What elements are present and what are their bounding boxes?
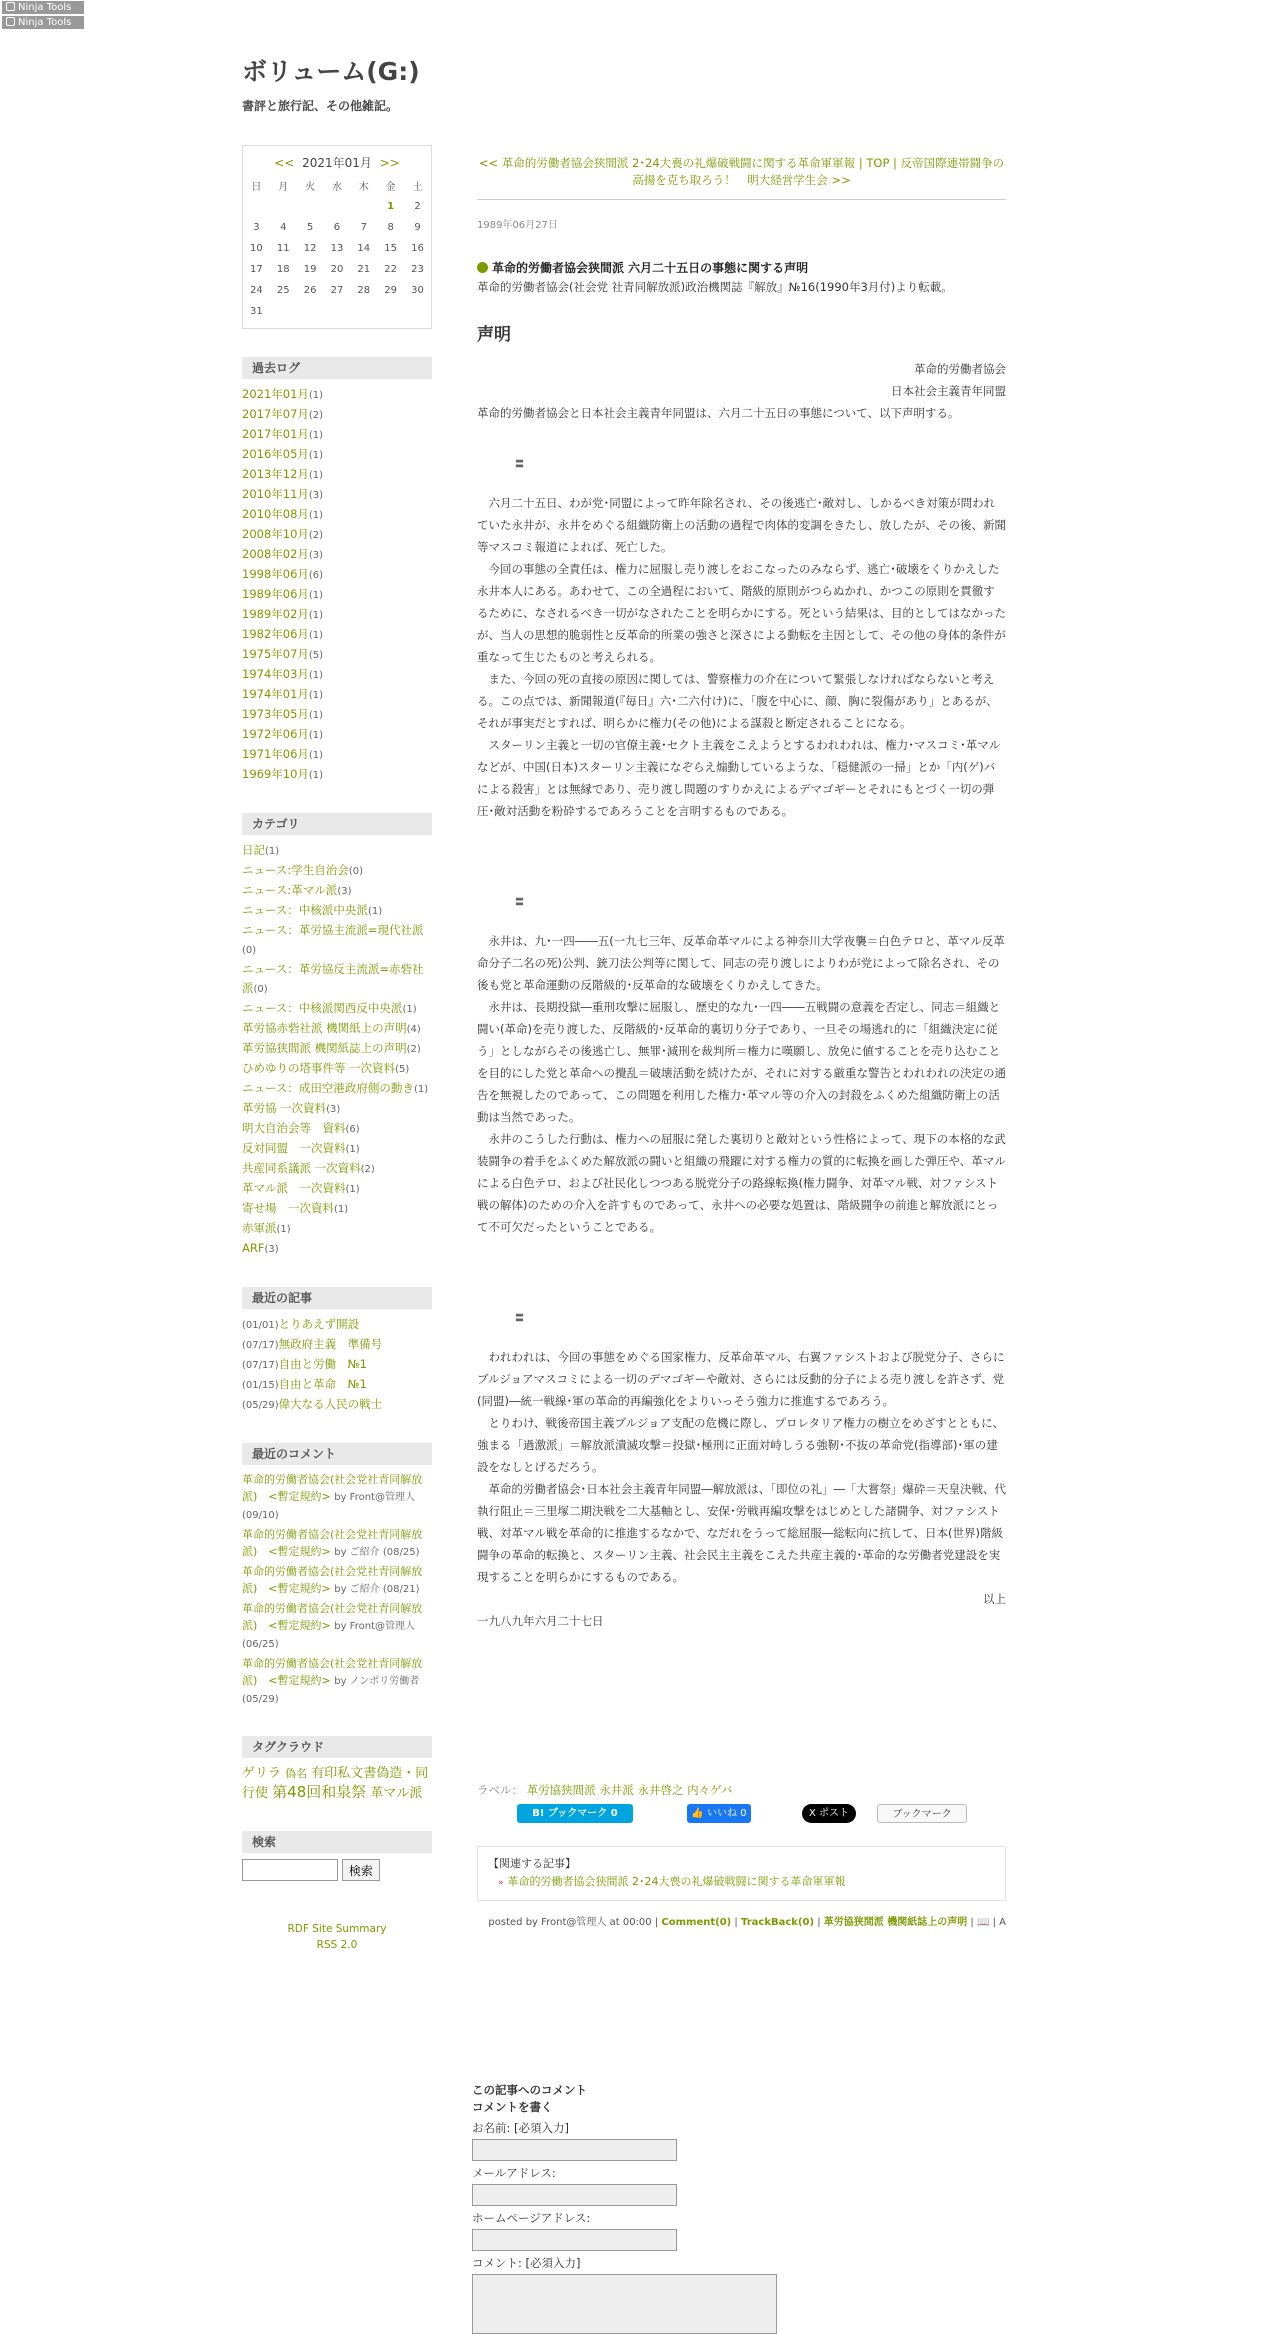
category-count: (1) — [276, 1224, 291, 1235]
calendar-day: 16 — [411, 243, 424, 254]
archive-count: (2) — [308, 530, 324, 541]
category-link[interactable]: 共産同系議派 一次資料 — [242, 1161, 361, 1175]
site-description: 書評と旅行記、その他雑記。 — [242, 99, 399, 113]
recent-comment-author: by ノンポリ労働者 (05/29) — [242, 1676, 420, 1705]
paragraph: 革命的労働者協会･日本社会主義青年同盟―解放派は、「即位の礼」―「大嘗祭」爆砕＝天皇決戦、代執行阻止＝三里塚二期決戦を二大基軸とし、安保･労戦再編攻撃をはじめとした諸闘争、対ファシスト戦、対革マル戦を革命的に推進するなかで、なだれをうって総屈服―総転向に抗して、日本(世界)階級闘争の革命的転換と、スターリン主義、社会民主主義をこえた共産主義的･革命的な労働者党建設を実現することを明らかにするものである。 — [477, 1482, 1006, 1584]
calendar-day: 20 — [330, 264, 344, 275]
archive-item — [242, 425, 432, 445]
category-item — [242, 1139, 432, 1159]
archive-item — [242, 765, 432, 785]
archive-item — [242, 565, 432, 585]
section-mark: 〓 — [515, 460, 525, 470]
recent-comment-link[interactable]: 革命的労働者協会(社会党社青同解放派) <暫定規約> — [242, 1657, 423, 1687]
category-count: (3) — [326, 1104, 341, 1115]
calendar-weekday: 木 — [358, 182, 369, 193]
archive-count: (1) — [308, 590, 324, 601]
site-title[interactable]: ボリューム(G:) — [242, 57, 420, 86]
category-link[interactable]: 革労協赤砦社派 機関紙上の声明 — [242, 1021, 407, 1035]
share-buttons — [477, 1804, 1006, 1826]
calendar-day: 23 — [411, 264, 424, 275]
calendar-prev-link[interactable]: << — [274, 156, 295, 170]
label-link[interactable]: 永井派 — [599, 1783, 634, 1797]
calendar-day: 12 — [303, 243, 317, 254]
tag-link[interactable]: 有印私文書偽造・同行使 — [242, 1766, 429, 1801]
calendar-day: 9 — [414, 222, 421, 233]
tag-link[interactable]: 革マル派 — [370, 1786, 423, 1801]
category-link[interactable]: ニュース:革マル派 — [242, 883, 338, 897]
archive-link[interactable]: 2021年01月 — [242, 387, 309, 401]
calendar-weekday: 日 — [251, 182, 262, 193]
calendar-day: 21 — [357, 264, 371, 275]
calendar-weekday: 土 — [412, 182, 423, 193]
category-link[interactable]: ニュース：革労協反主流派=赤砦社派 — [242, 962, 424, 995]
ninja-icon — [6, 17, 15, 26]
archive-link[interactable]: 1974年01月 — [242, 687, 309, 701]
comment-link[interactable]: Comment(0) — [661, 1917, 732, 1928]
search-heading: 検索 — [242, 1831, 432, 1853]
font-size-icon[interactable]: A — [999, 1917, 1006, 1928]
category-count: (0) — [348, 866, 363, 877]
calendar-day: 28 — [357, 285, 371, 296]
calendar-day: 4 — [280, 222, 287, 233]
calendar-day: 31 — [250, 306, 263, 317]
archive-item — [242, 405, 432, 425]
rss-link[interactable]: RSS 2.0 — [316, 1939, 358, 1951]
archive-link[interactable]: 1974年03月 — [242, 667, 309, 681]
post-date: 1989年06月27日 — [477, 220, 558, 231]
archive-link[interactable]: 1989年02月 — [242, 607, 309, 621]
category-link[interactable]: ニュース：中核派中央派 — [242, 903, 368, 917]
search-input[interactable] — [242, 1859, 338, 1881]
ninja-tools-badge[interactable] — [2, 1, 84, 14]
category-count: (1) — [345, 1144, 360, 1155]
recent-post-item — [242, 1395, 432, 1415]
archive-count: (2) — [308, 410, 324, 421]
recent-post-date: (05/29) — [242, 1400, 279, 1411]
recent-comment-link[interactable]: 革命的労働者協会(社会党社青同解放派) <暫定規約> — [242, 1565, 423, 1595]
archive-item — [242, 725, 432, 745]
label-prefix: ラベル： — [477, 1783, 523, 1797]
archive-link[interactable]: 2010年08月 — [242, 507, 309, 521]
tag-link[interactable]: ゲリラ — [242, 1766, 282, 1781]
category-count: (3) — [337, 886, 352, 897]
recent-comment-item — [242, 1526, 432, 1561]
calendar-day: 17 — [250, 264, 263, 275]
signatories — [477, 358, 1006, 402]
calendar-day — [270, 301, 297, 322]
recent-comment-author: by ご紹介 (08/21) — [334, 1584, 420, 1595]
main-content — [477, 155, 1006, 1928]
recent-comment-author: by Front@管理人 (09/10) — [242, 1492, 415, 1521]
email-label: メールアドレス: — [472, 2166, 556, 2180]
signatory: 革命的労働者協会 — [914, 362, 1006, 376]
category-link[interactable]: ニュース：中核派関西反中央派 — [242, 1001, 403, 1015]
rdf-link[interactable]: RDF Site Summary — [287, 1923, 387, 1935]
comment-textarea[interactable] — [472, 2274, 777, 2334]
recent-comments-list — [242, 1471, 432, 1708]
recent-comment-author: by ご紹介 (08/25) — [334, 1547, 420, 1558]
calendar-day: 27 — [330, 285, 344, 296]
category-item — [242, 881, 432, 901]
paragraph: 永井のこうした行動は、権力への屈服に発した裏切りと敵対という性格によって、現下の本格的な武装闘争の着手をふくめた解放派の闘いと組織の飛躍に対する権力の質的に転換を画した弾圧や、革マルによる白色テロ、および社民化しつつある脱党分子の路線転換(権力闘争、対革マル戦、対ファシスト戦の解体)のための介入を許すものであって、永井への必要な処置は、階級闘争の前進と解放派にとって不可欠だったということである。 — [477, 1132, 1006, 1234]
name-label: お名前: [必須入力] — [472, 2121, 570, 2135]
calendar-weekday: 月 — [278, 182, 289, 193]
calendar-day[interactable]: 1 — [387, 201, 395, 212]
post-heading: 声明 — [477, 325, 511, 345]
recent-post-date: (07/17) — [242, 1360, 279, 1371]
recent-comment-item — [242, 1563, 432, 1598]
post-source: 革命的労働者協会(社会党 社青同解放派)政治機関誌『解放』№16(1990年3月付)より転載。 — [477, 280, 953, 294]
archive-item — [242, 385, 432, 405]
calendar-day: 14 — [357, 243, 371, 254]
homepage-label: ホームページアドレス: — [472, 2211, 591, 2225]
category-link[interactable]: ひめゆりの塔事件等 一次資料 — [242, 1061, 396, 1075]
archive-link[interactable]: 1973年05月 — [242, 707, 309, 721]
calendar-day — [404, 301, 431, 322]
category-item — [242, 841, 432, 861]
category-count: (5) — [395, 1064, 410, 1075]
label-link[interactable]: 永井啓之 — [637, 1783, 684, 1797]
calendar-day: 18 — [276, 264, 290, 275]
archive-count: (1) — [308, 730, 324, 741]
calendar-day: 7 — [360, 222, 367, 233]
category-item — [242, 1099, 432, 1119]
calendar-day — [297, 301, 324, 322]
archive-link[interactable]: 2017年01月 — [242, 427, 309, 441]
closing-mark: 以上 — [983, 1592, 1006, 1606]
calendar-day: 10 — [250, 243, 263, 254]
recent-post-link[interactable]: 無政府主義 準備号 — [278, 1337, 383, 1351]
calendar-day — [324, 301, 351, 322]
calendar-day: 25 — [276, 285, 290, 296]
post-category-link[interactable]: 革労協狭間派 機関紙誌上の声明 — [823, 1917, 968, 1928]
category-item — [242, 1199, 432, 1219]
category-item — [242, 901, 432, 921]
statement-date: 一九八九年六月二十七日 — [477, 1614, 604, 1628]
category-link[interactable]: ニュース：革労協主流派=現代社派 — [242, 923, 424, 937]
rss-links — [242, 1921, 432, 1953]
category-link[interactable]: ニュース：成田空港政府側の動き — [242, 1081, 414, 1095]
category-link[interactable]: 寄せ場 一次資料 — [242, 1201, 334, 1215]
arrow-icon: » — [498, 1878, 504, 1888]
category-count: (2) — [406, 1044, 421, 1055]
calendar-day: 22 — [384, 264, 397, 275]
category-count: (2) — [360, 1164, 375, 1175]
calendar-weekday: 金 — [385, 182, 396, 193]
category-link[interactable]: ARF — [242, 1241, 265, 1255]
paragraph: 永井は、長期投獄―重刑攻撃に屈服し、歴史的な九･一四――五戦闘の意義を否定し、同志＝組織と闘い(革命)を売り渡した、反階級的･反革命的裏切り分子であり、一旦その場逃れ的に「組織決定に従う」としながらその後逃亡し、無罪･減刑を裁判所＝権力に嘆願し、放免に値することを売り込むことを目的にした党と革命への攪乱＝破壊活動を続けたが、それに対する厳重な警告とわれわれの決定の通告を無視したのであって、この問題を利用した権力･革マル等の介入の封殺をふくめた組織防衛上の活動は当然であった。 — [477, 1000, 1006, 1124]
recent-comment-author: by Front@管理人 (06/25) — [242, 1621, 415, 1650]
archive-item — [242, 605, 432, 625]
paragraph: 永井は、九･一四――五(一九七三年、反革命革マルによる神奈川大学夜襲＝白色テロと、革マル反革命分子二名の死)公判、銃刀法公判等に関して、同志の売り渡しによりわが党によって除名され、その後も党と革命運動の反階級的･反革命的な破壊をくりかえしてきた。 — [477, 934, 1005, 992]
archive-count: (3) — [308, 550, 324, 561]
category-heading: カテゴリ — [242, 813, 432, 835]
calendar-day: 6 — [333, 222, 341, 233]
recent-post-link[interactable]: 偉大なる人民の戦士 — [278, 1397, 383, 1411]
calendar — [242, 145, 432, 329]
calendar-grid — [243, 175, 431, 322]
archive-link[interactable]: 1982年06月 — [242, 627, 309, 641]
recent-posts-list — [242, 1315, 432, 1415]
archive-count: (1) — [308, 750, 324, 761]
email-field[interactable] — [472, 2184, 677, 2206]
recent-post-date: (01/15) — [242, 1380, 279, 1391]
recent-post-date: (07/17) — [242, 1340, 279, 1351]
archive-count: (1) — [308, 470, 324, 481]
x-post-button[interactable]: X ポスト — [802, 1804, 856, 1823]
search-button[interactable]: 検索 — [342, 1859, 380, 1881]
recent-post-item — [242, 1335, 432, 1355]
archive-count: (1) — [308, 430, 324, 441]
category-count: (1) — [402, 1004, 417, 1015]
post-labels — [477, 1782, 1006, 1798]
recent-comments-heading: 最近のコメント — [242, 1443, 432, 1465]
category-item — [242, 1179, 432, 1199]
calendar-day — [377, 301, 404, 322]
category-link[interactable]: 日記 — [242, 843, 265, 857]
hatena-bookmark-button[interactable]: B! ブックマーク 0 — [517, 1804, 633, 1823]
category-link[interactable]: 革労協 一次資料 — [242, 1101, 327, 1115]
category-item — [242, 1059, 432, 1079]
archive-list — [242, 385, 432, 785]
paragraph: われわれは、今回の事態をめぐる国家権力、反革命革マル、右翼ファシストおよび脱党分子、さらにブルジョアマスコミによる一切のデマゴギーや敵対、さらには反動的分子による売り渡しを許さず、党(同盟)―統一戦線･軍の革命的再編強化をよりいっそう強力に推進するであろう。 — [477, 1350, 1005, 1408]
paragraph: 六月二十五日、わが党･同盟によって昨年除名され、その後逃亡･敵対し、しかるべき対策が問われていた永井が、永井をめぐる組織防衛上の活動の過程で肉体的変調をきたし、放したが、その後、新聞等マスコミ報道によれば、死亡した。 — [477, 496, 1006, 554]
category-count: (4) — [406, 1024, 421, 1035]
recent-comment-item — [242, 1600, 432, 1653]
facebook-like-button[interactable]: 👍 いいね 0 — [687, 1804, 751, 1823]
archive-item — [242, 745, 432, 765]
calendar-day: 15 — [384, 243, 397, 254]
category-link[interactable]: 赤軍派 — [242, 1221, 277, 1235]
category-item — [242, 921, 432, 960]
label-link[interactable]: 革労協狭間派 — [526, 1783, 596, 1797]
section-mark: 〓 — [515, 898, 525, 908]
comments-heading: この記事へのコメント — [472, 2083, 587, 2097]
category-link[interactable]: ニュース:学生自治会 — [242, 863, 349, 877]
calendar-month: 2021年01月 — [302, 156, 372, 170]
recent-comment-link[interactable]: 革命的労働者協会(社会党社青同解放派) <暫定規約> — [242, 1473, 423, 1503]
archive-item — [242, 665, 432, 685]
comment-label: コメント: [必須入力] — [472, 2256, 581, 2270]
category-item — [242, 999, 432, 1019]
category-item — [242, 1219, 432, 1239]
calendar-day: 8 — [387, 222, 394, 233]
category-count: (1) — [265, 846, 280, 857]
archive-count: (3) — [308, 490, 324, 501]
archive-item — [242, 505, 432, 525]
calendar-day — [243, 196, 270, 217]
category-item — [242, 960, 432, 999]
archive-count: (1) — [308, 770, 324, 781]
archive-item — [242, 645, 432, 665]
category-item — [242, 1019, 432, 1039]
archive-heading: 過去ログ — [242, 357, 432, 379]
recent-comment-item — [242, 1655, 432, 1708]
archive-link[interactable]: 2008年10月 — [242, 527, 309, 541]
archive-link[interactable]: 1969年10月 — [242, 767, 309, 781]
archive-count: (5) — [308, 650, 324, 661]
archive-count: (1) — [308, 510, 324, 521]
tag-link[interactable]: 偽名 — [285, 1767, 308, 1780]
archive-link[interactable]: 1971年06月 — [242, 747, 309, 761]
calendar-day — [297, 196, 324, 217]
bookmark-button[interactable]: ブックマーク — [877, 1804, 967, 1823]
calendar-day — [350, 301, 377, 322]
archive-item — [242, 625, 432, 645]
calendar-day: 13 — [330, 243, 344, 254]
archive-link[interactable]: 2017年07月 — [242, 407, 309, 421]
homepage-field[interactable] — [472, 2229, 677, 2251]
paragraph: スターリン主義と一切の官僚主義･セクト主義をこえようとするわれわれは、権力･マスコミ･革マルなどが、中国(日本)スターリン主義になぞらえ煽動しているような、「穏健派の一掃」とか「内(ゲ)バによる殺害」とは無縁であり、売り渡し問題のすりかえによるデマゴギーとそれにもとづく一切の弾圧･敵対活動を粉砕するであろうことを言明するものである。 — [477, 738, 1001, 818]
archive-item — [242, 445, 432, 465]
archive-link[interactable]: 2016年05月 — [242, 447, 309, 461]
post-title-text: 革命的労働者協会狭間派 六月二十五日の事態に関する声明 — [492, 261, 809, 275]
category-item — [242, 1079, 432, 1099]
ninja-tools-label: Ninja Tools — [18, 2, 72, 13]
post-title — [477, 259, 1006, 276]
category-count: (1) — [413, 1084, 429, 1095]
calendar-weekday: 水 — [331, 182, 342, 193]
recent-post-link[interactable]: 自由と労働 №1 — [278, 1357, 367, 1371]
recent-post-link[interactable]: とりあえず開設 — [278, 1317, 360, 1331]
category-item — [242, 1119, 432, 1139]
category-count: (3) — [264, 1244, 279, 1255]
recent-post-date: (01/01) — [242, 1320, 279, 1331]
name-field[interactable] — [472, 2139, 677, 2161]
archive-item — [242, 585, 432, 605]
archive-item — [242, 465, 432, 485]
calendar-day — [350, 196, 377, 217]
calendar-next-link[interactable]: >> — [379, 156, 400, 170]
calendar-day — [270, 196, 297, 217]
tag-cloud — [242, 1764, 432, 1803]
category-count: (1) — [334, 1204, 349, 1215]
archive-item — [242, 525, 432, 545]
calendar-day: 19 — [303, 264, 317, 275]
archive-item — [242, 545, 432, 565]
recent-post-item — [242, 1375, 432, 1395]
calendar-day — [324, 196, 351, 217]
archive-link[interactable]: 1972年06月 — [242, 727, 309, 741]
search-form — [242, 1859, 432, 1881]
calendar-day: 29 — [384, 285, 397, 296]
category-list — [242, 841, 432, 1259]
calendar-day: 5 — [306, 222, 314, 233]
archive-link[interactable]: 1998年06月 — [242, 567, 309, 581]
calendar-weekday: 火 — [305, 182, 316, 193]
signatory: 日本社会主義青年同盟 — [891, 384, 1006, 398]
section-mark: 〓 — [515, 1314, 525, 1324]
archive-link[interactable]: 2013年12月 — [242, 467, 309, 481]
paragraph: とりわけ、戦後帝国主義ブルジョア支配の危機に際し、プロレタリア権力の樹立をめざすとともに、強まる「過激派」＝解放派潰滅攻撃＝投獄･極刑に正面対峙しうる強靭･不抜の革命党(指導部)･軍の建設をなしとげるだろう。 — [477, 1416, 1005, 1474]
archive-count: (1) — [308, 690, 324, 701]
trackback-link[interactable]: TrackBack(0) — [740, 1917, 815, 1928]
category-item — [242, 1039, 432, 1059]
ninja-tools-label: Ninja Tools — [18, 17, 72, 28]
tag-link[interactable]: 第48回和泉祭 — [272, 1783, 367, 1801]
archive-link[interactable]: 2010年11月 — [242, 487, 309, 501]
archive-count: (1) — [308, 390, 324, 401]
post-body — [477, 276, 1006, 1632]
posted-by: posted by Front@管理人 at 00:00 — [488, 1917, 652, 1928]
calendar-day: 11 — [276, 243, 290, 254]
archive-link[interactable]: 1989年06月 — [242, 587, 309, 601]
related-posts — [477, 1846, 1006, 1901]
category-item — [242, 1159, 432, 1179]
category-item — [242, 861, 432, 881]
label-link[interactable]: 内々ゲバ — [687, 1783, 733, 1797]
tag-cloud-heading: タグクラウド — [242, 1736, 432, 1758]
category-count: (0) — [242, 945, 257, 956]
archive-link[interactable]: 2008年02月 — [242, 547, 309, 561]
paragraph: また、今回の死の直接の原因に関しては、警察権力の介在について緊張しなければならないと考える。この点では、新聞報道(『毎日』六･二六付け)に、「腹を中心に、顔、胸に裂傷があり」とあるが、それが事実だとすれば、明らかに権力(その他)による謀殺と断定されることになる。 — [477, 672, 998, 730]
paragraph: 今回の事態の全責任は、権力に屈服し売り渡しをおこなったのみならず、逃亡･破壊をくりかえした永井本人にある。あわせて、この全過程において、階級的原則がつらぬかれ、かつこの原則を貫徹するために、なされるべき一切がなされたことを明らかにする。死という結果は、目的としてはなかったが、当人の思想的脆弱性と反革命的所業の強さと深さによる動転を主因として、その他の身体的条件が重なって生じたものと考えられる。 — [477, 562, 1006, 664]
ninja-icon — [6, 2, 15, 11]
recent-comment-link[interactable]: 革命的労働者協会(社会党社青同解放派) <暫定規約> — [242, 1602, 423, 1632]
recent-post-item — [242, 1315, 432, 1335]
category-count: (1) — [367, 906, 383, 917]
calendar-day: 30 — [411, 285, 424, 296]
calendar-day: 26 — [303, 285, 317, 296]
calendar-day: 2 — [414, 201, 421, 212]
post-navigation — [477, 155, 1006, 200]
recent-post-link[interactable]: 自由と革命 №1 — [278, 1377, 367, 1391]
sidebar — [242, 145, 432, 1953]
recent-posts-heading: 最近の記事 — [242, 1287, 432, 1309]
category-item — [242, 1239, 432, 1259]
archive-count: (1) — [308, 450, 324, 461]
category-link[interactable]: 革労協狭間派 機関紙誌上の声明 — [242, 1041, 407, 1055]
comment-form — [472, 2082, 792, 2334]
archive-count: (1) — [308, 670, 324, 681]
bullet-icon — [477, 262, 488, 273]
archive-item — [242, 685, 432, 705]
recent-post-item — [242, 1355, 432, 1375]
archive-count: (1) — [308, 630, 324, 641]
calendar-day: 3 — [253, 222, 260, 233]
post-lead: 革命的労働者協会と日本社会主義青年同盟は、六月二十五日の事態について、以下声明する。 — [477, 406, 960, 420]
related-item — [488, 1873, 995, 1892]
category-count: (1) — [345, 1184, 360, 1195]
category-link[interactable]: 明大自治会等 資料 — [242, 1121, 346, 1135]
category-count: (0) — [253, 984, 268, 995]
archive-item — [242, 705, 432, 725]
book-icon[interactable]: 📖 — [976, 1917, 990, 1928]
post-nav-links[interactable]: << 革命的労働者協会狭間派 2･24大喪の礼爆破戦闘に関する革命軍軍報 | TOP | 反帝国際連帯闘争の高揚を克ち取ろう！ 明大経営学生会 >> — [478, 156, 1005, 187]
related-link[interactable]: 革命的労働者協会狭間派 2･24大喪の礼爆破戦闘に関する革命軍軍報 — [507, 1875, 846, 1888]
archive-link[interactable]: 1975年07月 — [242, 647, 309, 661]
related-heading: 【関連する記事】 — [488, 1857, 576, 1870]
ninja-tools-badge[interactable] — [2, 16, 84, 29]
write-comment-heading: コメントを書く — [472, 2100, 553, 2114]
recent-comment-link[interactable]: 革命的労働者協会(社会党社青同解放派) <暫定規約> — [242, 1528, 423, 1558]
recent-comment-item — [242, 1471, 432, 1524]
archive-count: (6) — [308, 570, 324, 581]
post-footer: posted by Front@管理人 at 00:00 | Comment(0) | TrackBack(0) | 革労協狭間派 機関紙誌上の声明 | 📖 | A — [488, 1917, 1006, 1928]
archive-count: (1) — [308, 610, 324, 621]
category-link[interactable]: 反対同盟 一次資料 — [242, 1141, 346, 1155]
category-count: (6) — [345, 1124, 360, 1135]
archive-item — [242, 485, 432, 505]
calendar-day: 24 — [250, 285, 263, 296]
category-link[interactable]: 革マル派 一次資料 — [242, 1181, 346, 1195]
calendar-header — [243, 146, 431, 175]
archive-count: (1) — [308, 710, 324, 721]
